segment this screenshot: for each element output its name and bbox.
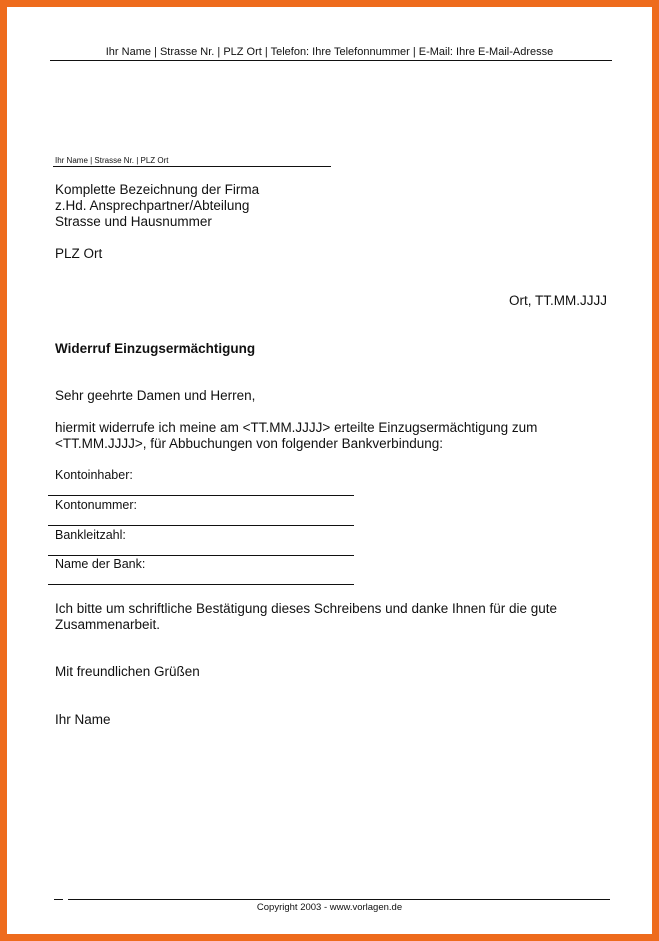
signature-name: Ihr Name (55, 712, 111, 727)
recipient-street: Strasse und Hausnummer (55, 214, 212, 229)
sender-return-line: Ihr Name | Strasse Nr. | PLZ Ort (55, 156, 169, 165)
field-line-account-number (48, 525, 354, 526)
field-bank-name: Name der Bank: (55, 557, 146, 571)
recipient-company: Komplette Bezeichnung der Firma (55, 182, 260, 197)
salutation: Sehr geehrte Damen und Herren, (55, 388, 256, 403)
date-line: Ort, TT.MM.JJJJ (509, 293, 607, 308)
body-line-2: <TT.MM.JJJJ>, für Abbuchungen von folgender Bankverbindung: (55, 436, 443, 451)
header-rule (50, 60, 612, 61)
field-bank-code: Bankleitzahl: (55, 528, 126, 542)
closing-line-2: Zusammenarbeit. (55, 617, 161, 632)
header-contact-line: Ihr Name | Strasse Nr. | PLZ Ort | Telefon: Ihre Telefonnummer | E-Mail: Ihre E-Mail-Adresse (105, 46, 554, 58)
recipient-attention: z.Hd. Ansprechpartner/Abteilung (55, 198, 250, 213)
sender-rule (53, 166, 331, 167)
field-account-holder: Kontoinhaber: (55, 468, 133, 482)
field-line-bank-name (48, 584, 354, 585)
footer-rule-left (54, 899, 63, 900)
field-account-number: Kontonummer: (55, 498, 137, 512)
closing-line-1: Ich bitte um schriftliche Bestätigung dieses Schreibens und danke Ihnen für die gute (55, 601, 558, 616)
subject-line: Widerruf Einzugsermächtigung (55, 341, 256, 356)
footer-rule (68, 899, 610, 900)
field-line-account-holder (48, 495, 354, 496)
greeting: Mit freundlichen Grüßen (55, 664, 200, 679)
recipient-city: PLZ Ort (55, 246, 103, 261)
footer-copyright: Copyright 2003 - www.vorlagen.de (256, 902, 403, 913)
body-line-1: hiermit widerrufe ich meine am <TT.MM.JJJJ> erteilte Einzugsermächtigung zum (55, 420, 538, 435)
